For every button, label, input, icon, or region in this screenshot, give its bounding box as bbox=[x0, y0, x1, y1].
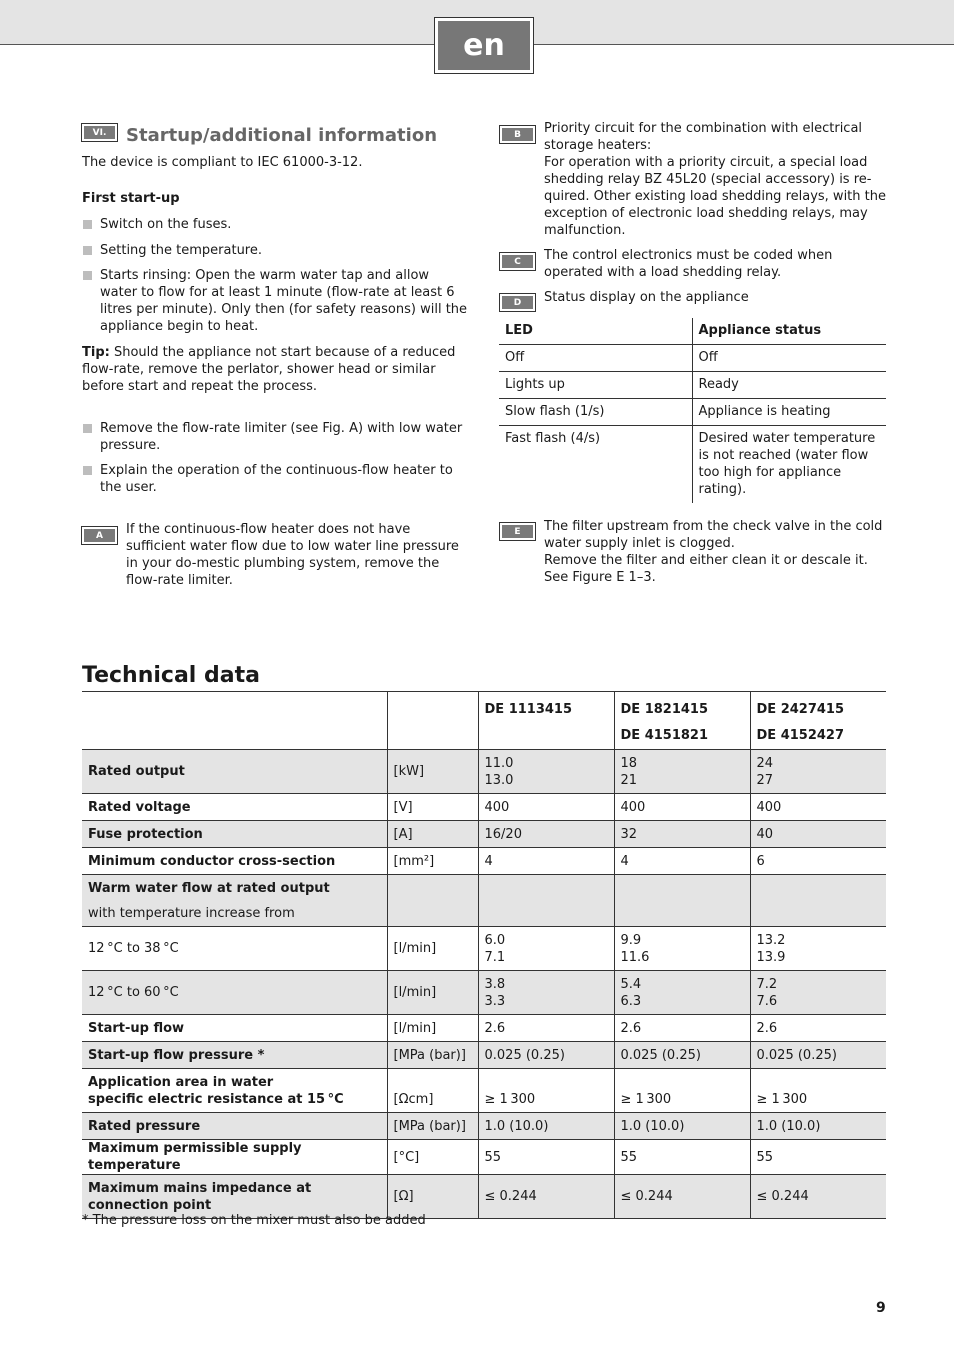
value-cell: 1.0 (10.0) bbox=[614, 1113, 750, 1140]
table-header-cell bbox=[387, 692, 478, 750]
table-cell: Desired water temperature is not reached (water flow too high for appliance rating). bbox=[698, 431, 876, 497]
value-cell: ≥ 1 300 bbox=[750, 1069, 886, 1113]
note-b-text: Priority circuit for the combination with electrical storage heaters: For operation with a priority circuit, a special load shedding relay BZ 45L20 (special accessory) is re-quired. Other existing load shedding relays, with the exception of electronic load shedding relays, may malfunction. bbox=[544, 121, 886, 238]
value-cell: 55 bbox=[614, 1140, 750, 1175]
step-item: Explain the operation of the continuous-flow heater to the user. bbox=[100, 463, 453, 495]
value-cell bbox=[478, 875, 614, 927]
table-row bbox=[82, 1042, 886, 1069]
tip-text: Should the appliance not start because of a reduced flow-rate, remove the perlator, shower head or similar before start and repeat the process. bbox=[82, 345, 456, 394]
value-cell: 6 bbox=[750, 848, 886, 875]
tip-paragraph bbox=[82, 344, 470, 395]
row-label: Rated pressure bbox=[82, 1113, 387, 1140]
table-row bbox=[82, 875, 886, 927]
led-status-table bbox=[499, 318, 886, 503]
note-badge-b: B bbox=[499, 125, 536, 144]
row-label: 12 °C to 38 °C bbox=[82, 927, 387, 971]
table-cell: Appliance is heating bbox=[698, 404, 831, 419]
row-label: Rated output bbox=[82, 750, 387, 794]
row-label: Application area in water specific electric resistance at 15 °C bbox=[82, 1069, 387, 1113]
table-header-cell: LED bbox=[499, 318, 692, 345]
table-row bbox=[499, 426, 886, 504]
row-label: 12 °C to 60 °C bbox=[82, 971, 387, 1015]
value-cell: 400 bbox=[614, 794, 750, 821]
value-cell: 9.9 11.6 bbox=[614, 927, 750, 971]
value-cell: 2.6 bbox=[750, 1015, 886, 1042]
value-cell: 55 bbox=[750, 1140, 886, 1175]
value-cell: 6.0 7.1 bbox=[478, 927, 614, 971]
table-header-cell bbox=[82, 692, 387, 750]
value-cell: 400 bbox=[750, 794, 886, 821]
technical-data-title: Technical data bbox=[82, 663, 260, 688]
bullet-marker bbox=[83, 466, 92, 475]
value-cell: 2.6 bbox=[614, 1015, 750, 1042]
step-item: Setting the temperature. bbox=[100, 243, 262, 258]
table-header-row bbox=[82, 692, 886, 750]
table-row bbox=[82, 1113, 886, 1140]
table-row bbox=[499, 372, 886, 399]
table-cell: Ready bbox=[698, 377, 739, 392]
row-label: Start-up flow pressure * bbox=[82, 1042, 387, 1069]
value-cell: 18 21 bbox=[614, 750, 750, 794]
note-badge-a: A bbox=[81, 526, 118, 545]
section-title: Startup/additional information bbox=[126, 125, 438, 146]
step-item: Switch on the fuses. bbox=[100, 217, 232, 232]
compliance-text: The device is compliant to IEC 61000-3-12. bbox=[82, 155, 363, 170]
value-cell bbox=[750, 875, 886, 927]
model-header: DE 1821415 DE 4151821 bbox=[614, 692, 750, 750]
value-cell: 1.0 (10.0) bbox=[478, 1113, 614, 1140]
value-cell: 11.0 13.0 bbox=[478, 750, 614, 794]
value-cell: 5.4 6.3 bbox=[614, 971, 750, 1015]
row-label: Warm water flow at rated output with temperature increase from bbox=[82, 875, 387, 927]
table-cell: Fast flash (4/s) bbox=[499, 426, 692, 504]
language-label: en bbox=[438, 21, 530, 70]
row-label: Minimum conductor cross-section bbox=[82, 848, 387, 875]
table-cell: Lights up bbox=[499, 372, 692, 399]
value-cell: 32 bbox=[614, 821, 750, 848]
first-startup-heading: First start-up bbox=[82, 191, 180, 206]
table-row bbox=[499, 399, 886, 426]
value-cell: 13.2 13.9 bbox=[750, 927, 886, 971]
unit-cell: [kW] bbox=[387, 750, 478, 794]
page-number: 9 bbox=[876, 1300, 886, 1316]
table-row bbox=[82, 1140, 886, 1175]
value-cell: 24 27 bbox=[750, 750, 886, 794]
tip-label: Tip: bbox=[82, 345, 110, 360]
table-row bbox=[82, 821, 886, 848]
value-cell: ≤ 0.244 bbox=[478, 1175, 614, 1219]
value-cell: 1.0 (10.0) bbox=[750, 1113, 886, 1140]
footnote: * The pressure loss on the mixer must also be added bbox=[82, 1213, 426, 1228]
value-cell: 4 bbox=[478, 848, 614, 875]
table-row bbox=[82, 1015, 886, 1042]
section-badge: VI. bbox=[81, 123, 118, 142]
value-cell: 0.025 (0.25) bbox=[750, 1042, 886, 1069]
table-row bbox=[82, 1069, 886, 1113]
note-c-text: The control electronics must be coded when operated with a load shedding relay. bbox=[544, 248, 833, 280]
unit-cell: [A] bbox=[387, 821, 478, 848]
step-item: Remove the flow-rate limiter (see Fig. A) with low water pressure. bbox=[100, 421, 463, 453]
row-label: Maximum permissible supply temperature bbox=[82, 1140, 387, 1175]
table-row bbox=[82, 971, 886, 1015]
value-cell: 3.8 3.3 bbox=[478, 971, 614, 1015]
row-label: Start-up flow bbox=[82, 1015, 387, 1042]
bullet-marker bbox=[83, 424, 92, 433]
note-a-text: If the continuous-flow heater does not have sufficient water flow due to low water line pressure in your do-mestic plumbing system, remove the flow-rate limiter. bbox=[126, 522, 459, 588]
table-row bbox=[82, 1175, 886, 1219]
value-cell: ≥ 1 300 bbox=[478, 1069, 614, 1113]
row-label: Fuse protection bbox=[82, 821, 387, 848]
unit-cell: [V] bbox=[387, 794, 478, 821]
unit-cell: [l/min] bbox=[387, 971, 478, 1015]
note-badge-c: C bbox=[499, 252, 536, 271]
unit-cell: [Ω] bbox=[387, 1175, 478, 1219]
step-item: Starts rinsing: Open the warm water tap and allow water to flow for at least 1 minute (flow-rate at least 6 litres per minute). Only then (for safety reasons) will the appliance begin to heat. bbox=[100, 268, 468, 334]
row-label: Maximum mains impedance at connection point bbox=[82, 1175, 387, 1219]
value-cell bbox=[614, 875, 750, 927]
value-cell: 0.025 (0.25) bbox=[478, 1042, 614, 1069]
row-label: Rated voltage bbox=[82, 794, 387, 821]
value-cell: 16/20 bbox=[478, 821, 614, 848]
technical-data-table bbox=[82, 691, 886, 1219]
note-d-text: Status display on the appliance bbox=[544, 290, 749, 305]
unit-cell bbox=[387, 875, 478, 927]
value-cell: 4 bbox=[614, 848, 750, 875]
unit-cell: [l/min] bbox=[387, 1015, 478, 1042]
value-cell: 400 bbox=[478, 794, 614, 821]
value-cell: 0.025 (0.25) bbox=[614, 1042, 750, 1069]
table-header-row bbox=[499, 318, 886, 345]
value-cell: 7.2 7.6 bbox=[750, 971, 886, 1015]
table-row bbox=[82, 927, 886, 971]
model-header: DE 2427415 DE 4152427 bbox=[750, 692, 886, 750]
table-row bbox=[499, 345, 886, 372]
table-cell: Off bbox=[499, 345, 692, 372]
model-header: DE 1113415 bbox=[478, 692, 614, 750]
value-cell: ≤ 0.244 bbox=[750, 1175, 886, 1219]
unit-cell: [°C] bbox=[387, 1140, 478, 1175]
value-cell: 55 bbox=[478, 1140, 614, 1175]
note-e-text: The filter upstream from the check valve in the cold water supply inlet is clogged. Remove the filter and either clean it or descale it. See Figure E 1–3. bbox=[544, 519, 883, 585]
unit-cell: [Ωcm] bbox=[387, 1069, 478, 1113]
table-row bbox=[82, 848, 886, 875]
unit-cell: [MPa (bar)] bbox=[387, 1113, 478, 1140]
unit-cell: [mm²] bbox=[387, 848, 478, 875]
language-tab bbox=[434, 17, 534, 74]
bullet-marker bbox=[83, 271, 92, 280]
bullet-marker bbox=[83, 220, 92, 229]
table-row bbox=[82, 750, 886, 794]
table-cell: Slow flash (1/s) bbox=[499, 399, 692, 426]
note-badge-e: E bbox=[499, 522, 536, 541]
value-cell: 2.6 bbox=[478, 1015, 614, 1042]
table-header-cell: Appliance status bbox=[698, 323, 822, 338]
value-cell: ≥ 1 300 bbox=[614, 1069, 750, 1113]
value-cell: ≤ 0.244 bbox=[614, 1175, 750, 1219]
unit-cell: [l/min] bbox=[387, 927, 478, 971]
unit-cell: [MPa (bar)] bbox=[387, 1042, 478, 1069]
value-cell: 40 bbox=[750, 821, 886, 848]
note-badge-d: D bbox=[499, 293, 536, 312]
table-cell: Off bbox=[698, 350, 718, 365]
table-row bbox=[82, 794, 886, 821]
bullet-marker bbox=[83, 246, 92, 255]
